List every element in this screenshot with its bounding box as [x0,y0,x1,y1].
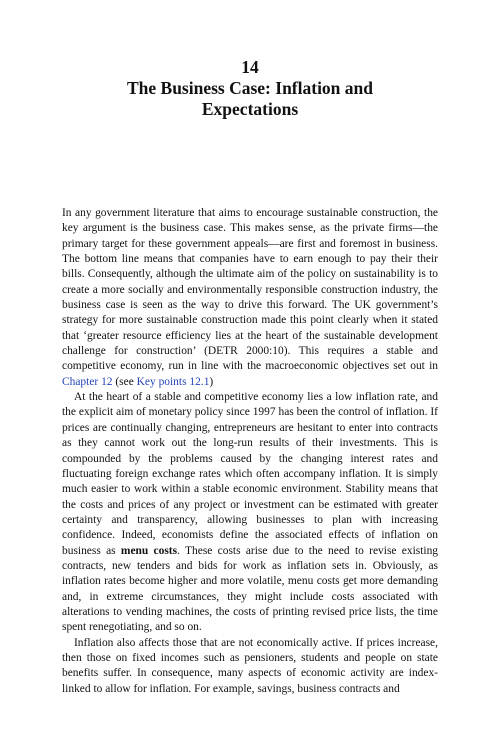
paragraph-2-text: At the heart of a stable and competitive economy lies a low inflation rate, and the explicit aim of monetary policy since 1997 has been the control of inflation. If prices are continually changing, entrepreneurs are hesitant to enter into contracts as they cannot work out the long-run results of their investments. This is compounded by the problems caused by the changing interest rates and fluctuating foreign exchange rates which often accompany inflation. It is simply much easier to work within a stable economic environment. Stability means that the costs and prices of any project or investment can be estimated with greater certainty and transparency, allowing businesses to plan with increasing confidence. Indeed, economists define the associated effects of inflation on business as [62,391,438,557]
chapter-heading [0,57,500,120]
key-points-link[interactable]: Key points 12.1 [136,375,210,388]
paragraph-business-case [62,206,438,390]
chapter-title-line-1: The Business Case: Inflation and [126,78,374,98]
paragraph-1-close: ) [209,375,214,388]
paragraph-3-text: Inflation also affects those that are not economically active. If prices increase, then those on fixed incomes such as pensioners, students and people on state benefits suffer. In consequence, many aspects of economic activity are index-linked to allow for inflation. For example, savings, business contracts and [62,636,438,695]
chapter-number: 14 [241,57,259,77]
chapter-title-line-2: Expectations [201,99,299,119]
menu-costs-term: menu costs [120,544,178,557]
paragraph-inflation-effects [62,636,438,697]
chapter-body [62,206,438,697]
paragraph-2-continued: . These costs arise due to the need to revise existing contracts, new tenders and bids for work as inflation sets in. Obviously, as inflation rates become higher and more volatile, menu costs get more demanding and, in extreme circumstances, they might include costs associated with alterations to vending machines, the costs of printing revised price lists, the time spent renegotiating, and so on. [62,544,439,634]
paragraph-inflation-stability [62,390,438,636]
paragraph-1-text: In any government literature that aims to encourage sustainable construction, the key argument is the business case. This makes sense, as the private firms—the primary target for these government appeals—are first and foremost in business. The bottom line means that companies have to earn enough to pay their their bills. Consequently, although the ultimate aim of the policy on sustainability is to create a more socially and environmentally responsible construction industry, the business case is seen as the way to drive this forward. The UK government’s strategy for more sustainable construction made this point clearly when it stated that ‘greater resource efficiency lies at the heart of the sustainable development challenge for construction’ (DETR 2000:10). This requires a stable and competitive economy, run in line with the macroeconomic objectives set out in [62,207,438,373]
paragraph-1-see: (see [112,375,137,388]
chapter-12-link[interactable]: Chapter 12 [62,375,113,388]
